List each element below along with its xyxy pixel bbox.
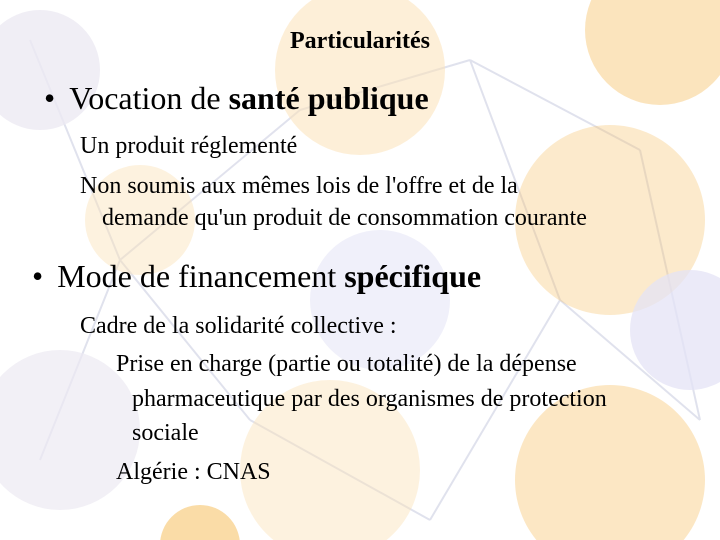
section-heading-1 (44, 80, 429, 117)
heading-2-plain: Mode de financement (57, 258, 345, 294)
bullet-icon: • (32, 258, 44, 294)
section-1-line-1: Un produit réglementé (80, 133, 298, 159)
section-heading-2 (32, 258, 481, 295)
section-2-line-1: Cadre de la solidarité collective : (80, 313, 397, 339)
heading-2-bold: spécifique (344, 258, 482, 294)
heading-1-plain: Vocation de (69, 80, 229, 116)
slide-title: Particularités (290, 28, 430, 54)
bubble-bottom-edge (160, 505, 240, 540)
section-2-line-5: Algérie : CNAS (116, 459, 271, 485)
section-2-line-4: sociale (132, 420, 199, 446)
section-1-line-3: demande qu'un produit de consommation courante (102, 205, 587, 231)
bullet-icon: • (44, 80, 56, 116)
heading-1-bold: santé publique (228, 80, 429, 116)
section-2-line-3: pharmaceutique par des organismes de protection (132, 386, 607, 412)
section-1-line-2: Non soumis aux mêmes lois de l'offre et de la (80, 173, 518, 199)
bubble-top-center (275, 0, 445, 155)
section-2-line-2: Prise en charge (partie ou totalité) de la dépense (116, 351, 577, 377)
